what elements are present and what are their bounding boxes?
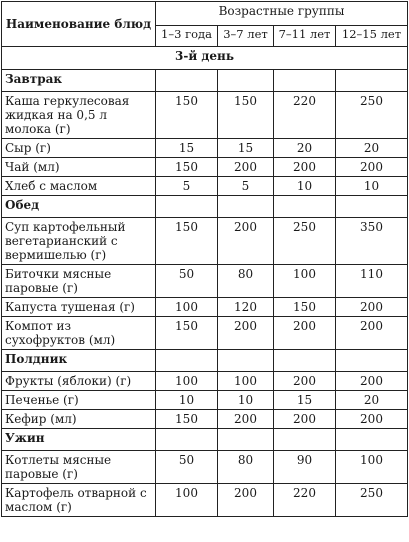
menu-table — [1, 1, 408, 517]
dish-name: Фрукты (яблоки) (г) — [2, 372, 156, 391]
dish-name: Суп картофельный вегетарианский с вермишелью (г) — [2, 218, 156, 265]
portion-age-2: 200 — [218, 317, 274, 350]
portion-age-4: 20 — [336, 139, 408, 158]
table-row — [2, 177, 408, 196]
dish-name: Картофель отварной с маслом (г) — [2, 484, 156, 517]
day-title: 3-й день — [2, 47, 408, 70]
dish-name: Капуста тушеная (г) — [2, 298, 156, 317]
portion-age-1: 15 — [156, 139, 218, 158]
portion-age-3: 220 — [274, 92, 336, 139]
portion-age-1: 100 — [156, 484, 218, 517]
portion-age-1: 150 — [156, 317, 218, 350]
portion-age-1: 50 — [156, 451, 218, 484]
table-row — [2, 484, 408, 517]
section-title: Ужин — [2, 429, 156, 451]
dish-name: Печенье (г) — [2, 391, 156, 410]
portion-age-3: 220 — [274, 484, 336, 517]
dish-name: Котлеты мясные паровые (г) — [2, 451, 156, 484]
header-age-3: 7–11 лет — [274, 25, 336, 46]
portion-age-3: 200 — [274, 372, 336, 391]
portion-age-1: 150 — [156, 92, 218, 139]
portion-age-3: 250 — [274, 218, 336, 265]
portion-age-4: 200 — [336, 410, 408, 429]
portion-age-1: 5 — [156, 177, 218, 196]
section-title: Завтрак — [2, 70, 156, 92]
table-row — [2, 139, 408, 158]
portion-age-4: 250 — [336, 92, 408, 139]
portion-age-1: 10 — [156, 391, 218, 410]
dish-name: Биточки мясные паровые (г) — [2, 265, 156, 298]
portion-age-3: 15 — [274, 391, 336, 410]
table-row — [2, 158, 408, 177]
portion-age-1: 150 — [156, 218, 218, 265]
portion-age-4: 200 — [336, 317, 408, 350]
portion-age-4: 200 — [336, 158, 408, 177]
table-row — [2, 372, 408, 391]
portion-age-1: 50 — [156, 265, 218, 298]
portion-age-2: 15 — [218, 139, 274, 158]
portion-age-2: 200 — [218, 218, 274, 265]
header-dish-name: Наименование блюд — [2, 2, 156, 47]
header-age-groups: Возрастные группы — [156, 2, 408, 26]
portion-age-2: 200 — [218, 410, 274, 429]
table-row — [2, 92, 408, 139]
portion-age-4: 100 — [336, 451, 408, 484]
table-row — [2, 391, 408, 410]
portion-age-4: 110 — [336, 265, 408, 298]
portion-age-2: 100 — [218, 372, 274, 391]
portion-age-3: 100 — [274, 265, 336, 298]
portion-age-2: 80 — [218, 451, 274, 484]
portion-age-2: 80 — [218, 265, 274, 298]
portion-age-2: 200 — [218, 484, 274, 517]
dish-name: Компот из сухофруктов (мл) — [2, 317, 156, 350]
portion-age-1: 150 — [156, 410, 218, 429]
portion-age-3: 200 — [274, 158, 336, 177]
portion-age-2: 10 — [218, 391, 274, 410]
section-title: Обед — [2, 196, 156, 218]
portion-age-1: 150 — [156, 158, 218, 177]
portion-age-4: 350 — [336, 218, 408, 265]
table-row — [2, 265, 408, 298]
portion-age-1: 100 — [156, 298, 218, 317]
portion-age-3: 150 — [274, 298, 336, 317]
header-age-4: 12–15 лет — [336, 25, 408, 46]
header-age-2: 3–7 лет — [218, 25, 274, 46]
portion-age-4: 200 — [336, 298, 408, 317]
dish-name: Сыр (г) — [2, 139, 156, 158]
portion-age-3: 90 — [274, 451, 336, 484]
table-row — [2, 218, 408, 265]
portion-age-2: 150 — [218, 92, 274, 139]
dish-name: Кефир (мл) — [2, 410, 156, 429]
portion-age-4: 10 — [336, 177, 408, 196]
portion-age-2: 5 — [218, 177, 274, 196]
dish-name: Каша геркулесовая жидкая на 0,5 л молока (г) — [2, 92, 156, 139]
header-age-1: 1–3 года — [156, 25, 218, 46]
portion-age-4: 250 — [336, 484, 408, 517]
table-row — [2, 410, 408, 429]
portion-age-3: 10 — [274, 177, 336, 196]
section-title: Полдник — [2, 350, 156, 372]
dish-name: Чай (мл) — [2, 158, 156, 177]
portion-age-3: 200 — [274, 410, 336, 429]
portion-age-2: 200 — [218, 158, 274, 177]
portion-age-2: 120 — [218, 298, 274, 317]
portion-age-4: 20 — [336, 391, 408, 410]
table-row — [2, 451, 408, 484]
dish-name: Хлеб с маслом — [2, 177, 156, 196]
portion-age-1: 100 — [156, 372, 218, 391]
table-row — [2, 298, 408, 317]
table-row — [2, 317, 408, 350]
portion-age-3: 20 — [274, 139, 336, 158]
portion-age-4: 200 — [336, 372, 408, 391]
portion-age-3: 200 — [274, 317, 336, 350]
